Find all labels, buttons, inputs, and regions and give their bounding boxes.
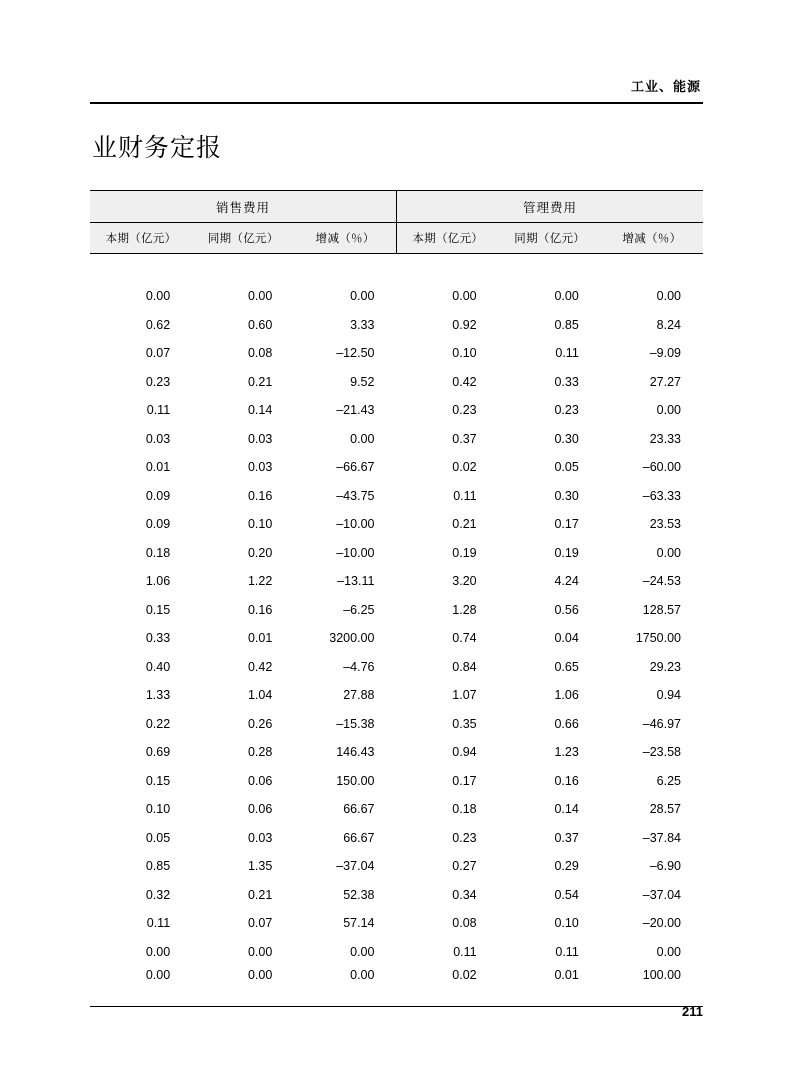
cell-sales-current: 0.10	[145, 802, 171, 817]
cell-sales-current: 0.69	[145, 745, 171, 760]
cell-admin-prior: 0.54	[554, 887, 579, 902]
cell-admin-change: –60.00	[642, 460, 681, 475]
table-row	[90, 938, 703, 967]
cell-admin-change: –6.90	[649, 859, 681, 874]
cell-admin-current: 0.94	[452, 745, 477, 760]
table-row	[90, 624, 703, 653]
cell-admin-change: –63.33	[642, 488, 681, 503]
table-row	[90, 368, 703, 397]
cell-admin-prior: 0.10	[554, 916, 579, 931]
cell-sales-change: –10.00	[336, 517, 375, 532]
column-header-sales-change: 增减（％）	[294, 223, 396, 254]
cell-admin-change: 29.23	[649, 659, 681, 674]
cell-sales-prior: 0.26	[247, 716, 273, 731]
cell-admin-prior: 0.14	[554, 802, 579, 817]
cell-sales-prior: 0.06	[247, 802, 273, 817]
table-row	[90, 311, 703, 340]
cell-sales-prior: 0.16	[247, 602, 273, 617]
cell-admin-prior: 0.23	[554, 403, 579, 418]
cell-sales-current: 0.22	[145, 716, 171, 731]
cell-sales-prior: 0.42	[247, 659, 273, 674]
cell-admin-prior: 0.05	[554, 460, 579, 475]
cell-admin-current: 0.10	[452, 346, 477, 361]
cell-sales-prior: 0.10	[247, 517, 273, 532]
cell-sales-change: 0.00	[350, 944, 375, 959]
cell-sales-current: 0.09	[145, 488, 171, 503]
table-row	[90, 510, 703, 539]
cell-sales-change: 27.88	[343, 688, 375, 703]
cell-admin-prior: 0.11	[555, 346, 579, 361]
table-row	[90, 824, 703, 853]
cell-admin-prior: 0.66	[554, 716, 579, 731]
cell-admin-change: –20.00	[642, 916, 681, 931]
cell-admin-current: 1.28	[452, 602, 477, 617]
cell-sales-prior: 0.03	[247, 830, 273, 845]
cell-sales-current: 1.06	[145, 574, 171, 589]
cell-admin-prior: 0.11	[555, 944, 579, 959]
column-header-sales-current: 本期（亿元）	[90, 223, 192, 254]
table-row	[90, 653, 703, 682]
cell-admin-change: 23.33	[649, 431, 681, 446]
cell-admin-change: 23.53	[649, 517, 681, 532]
cell-sales-prior: 0.20	[247, 545, 273, 560]
cell-sales-change: 3.33	[350, 317, 375, 332]
cell-sales-prior: 0.00	[192, 966, 294, 1006]
cell-sales-current: 0.07	[145, 346, 171, 361]
cell-admin-prior: 4.24	[554, 574, 579, 589]
table-row	[90, 567, 703, 596]
cell-admin-current: 0.35	[452, 716, 477, 731]
cell-admin-current: 0.92	[452, 317, 477, 332]
cell-sales-prior: 0.07	[247, 916, 273, 931]
financial-table	[90, 190, 703, 1007]
cell-admin-change: –23.58	[642, 745, 681, 760]
table-head	[90, 191, 703, 254]
cell-sales-prior: 0.03	[247, 460, 273, 475]
cell-admin-change: 0.94	[656, 688, 681, 703]
table-row	[90, 453, 703, 482]
cell-admin-current: 0.84	[452, 659, 477, 674]
cell-sales-prior: 0.01	[247, 631, 273, 646]
table-row	[90, 596, 703, 625]
cell-sales-current: 0.05	[145, 830, 171, 845]
cell-admin-change: 0.00	[656, 289, 681, 304]
page-header	[90, 78, 703, 96]
cell-admin-prior: 0.01	[499, 966, 601, 1006]
cell-sales-current: 0.00	[145, 944, 171, 959]
table-row	[90, 396, 703, 425]
cell-sales-change: 66.67	[343, 830, 375, 845]
financial-table-container	[90, 190, 703, 1007]
cell-sales-current: 0.11	[146, 916, 171, 931]
cell-admin-prior: 0.37	[554, 830, 579, 845]
cell-admin-prior: 1.23	[554, 745, 579, 760]
cell-sales-current: 0.40	[145, 659, 171, 674]
cell-sales-current: 0.23	[145, 374, 171, 389]
cell-admin-current: 0.21	[452, 517, 477, 532]
cell-admin-change: –37.04	[642, 887, 681, 902]
table-row	[90, 482, 703, 511]
cell-sales-prior: 0.00	[247, 944, 273, 959]
cell-admin-change: 27.27	[649, 374, 681, 389]
cell-sales-change: 150.00	[336, 773, 375, 788]
column-header-sales-prior: 同期（亿元）	[192, 223, 294, 254]
cell-sales-change: 52.38	[343, 887, 375, 902]
cell-admin-prior: 0.30	[554, 431, 579, 446]
cell-sales-prior: 0.21	[247, 887, 273, 902]
page-number: 211	[682, 1004, 703, 1019]
cell-admin-current: 0.08	[452, 916, 477, 931]
cell-sales-prior: 1.35	[247, 859, 273, 874]
cell-sales-prior: 1.04	[247, 688, 273, 703]
cell-sales-current: 0.15	[145, 773, 171, 788]
cell-sales-current: 0.33	[145, 631, 171, 646]
cell-admin-prior: 0.65	[554, 659, 579, 674]
page-title: 业财务定报	[92, 133, 223, 162]
table-group-header-row	[90, 191, 703, 223]
table-body	[90, 254, 703, 1007]
cell-admin-prior: 0.19	[554, 545, 579, 560]
cell-sales-prior: 0.06	[247, 773, 273, 788]
cell-admin-current: 0.34	[452, 887, 477, 902]
cell-sales-change: 0.00	[350, 431, 375, 446]
table-row	[90, 767, 703, 796]
table-row	[90, 710, 703, 739]
group-header-admin-expense: 管理费用	[396, 191, 703, 223]
group-header-sales-expense: 销售费用	[90, 191, 396, 223]
cell-admin-current: 0.11	[453, 944, 477, 959]
cell-admin-prior: 0.00	[554, 289, 579, 304]
cell-sales-current: 0.85	[145, 859, 171, 874]
cell-sales-change: –43.75	[336, 488, 375, 503]
cell-sales-current: 0.03	[145, 431, 171, 446]
column-header-admin-change: 增减（％）	[601, 223, 703, 254]
cell-sales-change: 0.00	[294, 966, 396, 1006]
table-row	[90, 339, 703, 368]
cell-admin-prior: 0.29	[554, 859, 579, 874]
cell-sales-prior: 0.16	[247, 488, 273, 503]
table-row	[90, 909, 703, 938]
cell-sales-change: –21.43	[336, 403, 375, 418]
cell-sales-prior: 1.22	[247, 574, 273, 589]
cell-admin-current: 0.02	[396, 966, 498, 1006]
cell-sales-current: 0.09	[145, 517, 171, 532]
cell-admin-current: 1.07	[452, 688, 477, 703]
cell-sales-current: 0.00	[90, 966, 192, 1006]
cell-sales-current: 1.33	[145, 688, 171, 703]
cell-admin-prior: 0.56	[554, 602, 579, 617]
table-spacer-row	[90, 254, 703, 283]
cell-sales-current: 0.32	[145, 887, 171, 902]
cell-sales-change: –66.67	[336, 460, 375, 475]
cell-admin-change: –24.53	[642, 574, 681, 589]
cell-admin-prior: 0.16	[554, 773, 579, 788]
cell-admin-change: –46.97	[642, 716, 681, 731]
cell-admin-change: 0.00	[656, 545, 681, 560]
cell-admin-current: 0.17	[452, 773, 477, 788]
table-row	[90, 881, 703, 910]
cell-sales-current: 0.62	[145, 317, 171, 332]
cell-admin-prior: 0.17	[554, 517, 579, 532]
cell-admin-current: 3.20	[452, 574, 477, 589]
cell-admin-prior: 0.33	[554, 374, 579, 389]
cell-admin-change: 6.25	[656, 773, 681, 788]
table-row	[90, 539, 703, 568]
cell-admin-current: 0.37	[452, 431, 477, 446]
cell-admin-current: 0.00	[452, 289, 477, 304]
cell-admin-current: 0.02	[452, 460, 477, 475]
cell-sales-change: 66.67	[343, 802, 375, 817]
cell-sales-prior: 0.14	[247, 403, 273, 418]
cell-admin-change: 0.00	[656, 944, 681, 959]
cell-admin-current: 0.18	[452, 802, 477, 817]
table-column-header-row	[90, 223, 703, 254]
cell-sales-change: –13.11	[337, 574, 375, 589]
cell-admin-current: 0.11	[453, 488, 477, 503]
cell-sales-change: –15.38	[336, 716, 375, 731]
table-row	[90, 966, 703, 1006]
cell-sales-change: –37.04	[336, 859, 375, 874]
cell-sales-change: 9.52	[350, 374, 375, 389]
cell-sales-prior: 0.03	[247, 431, 273, 446]
cell-admin-current: 0.27	[452, 859, 477, 874]
cell-admin-change: 128.57	[642, 602, 681, 617]
cell-sales-current: 0.18	[145, 545, 171, 560]
cell-sales-change: 0.00	[350, 289, 375, 304]
header-section-label: 工业、能源	[630, 79, 701, 94]
column-header-admin-prior: 同期（亿元）	[499, 223, 601, 254]
cell-admin-change: 1750.00	[635, 631, 681, 646]
cell-sales-change: –6.25	[343, 602, 375, 617]
cell-admin-current: 0.19	[452, 545, 477, 560]
cell-sales-change: 146.43	[336, 745, 375, 760]
column-header-admin-current: 本期（亿元）	[396, 223, 498, 254]
cell-sales-prior: 0.00	[247, 289, 273, 304]
cell-admin-current: 0.42	[452, 374, 477, 389]
table-row	[90, 795, 703, 824]
cell-admin-prior: 0.85	[554, 317, 579, 332]
cell-sales-prior: 0.08	[247, 346, 273, 361]
cell-admin-current: 0.23	[452, 403, 477, 418]
cell-admin-change: –37.84	[642, 830, 681, 845]
cell-sales-current: 0.15	[145, 602, 171, 617]
cell-sales-change: –12.50	[336, 346, 375, 361]
cell-sales-change: 57.14	[343, 916, 375, 931]
cell-admin-prior: 0.04	[554, 631, 579, 646]
cell-admin-change: –9.09	[649, 346, 681, 361]
cell-admin-current: 0.23	[452, 830, 477, 845]
table-row	[90, 425, 703, 454]
cell-sales-current: 0.01	[145, 460, 171, 475]
cell-sales-prior: 0.60	[247, 317, 273, 332]
cell-admin-change: 8.24	[656, 317, 681, 332]
table-row	[90, 738, 703, 767]
cell-sales-prior: 0.21	[247, 374, 273, 389]
table-row	[90, 852, 703, 881]
cell-sales-current: 0.11	[146, 403, 171, 418]
cell-sales-change: –10.00	[336, 545, 375, 560]
cell-sales-current: 0.00	[145, 289, 171, 304]
table-row	[90, 681, 703, 710]
cell-sales-change: –4.76	[343, 659, 375, 674]
cell-admin-change: 0.00	[656, 403, 681, 418]
cell-admin-prior: 1.06	[554, 688, 579, 703]
cell-admin-change: 100.00	[601, 966, 703, 1006]
table-row	[90, 282, 703, 311]
cell-admin-prior: 0.30	[554, 488, 579, 503]
header-divider	[90, 102, 703, 104]
cell-admin-change: 28.57	[649, 802, 681, 817]
cell-sales-change: 3200.00	[329, 631, 375, 646]
cell-sales-prior: 0.28	[247, 745, 273, 760]
cell-admin-current: 0.74	[452, 631, 477, 646]
